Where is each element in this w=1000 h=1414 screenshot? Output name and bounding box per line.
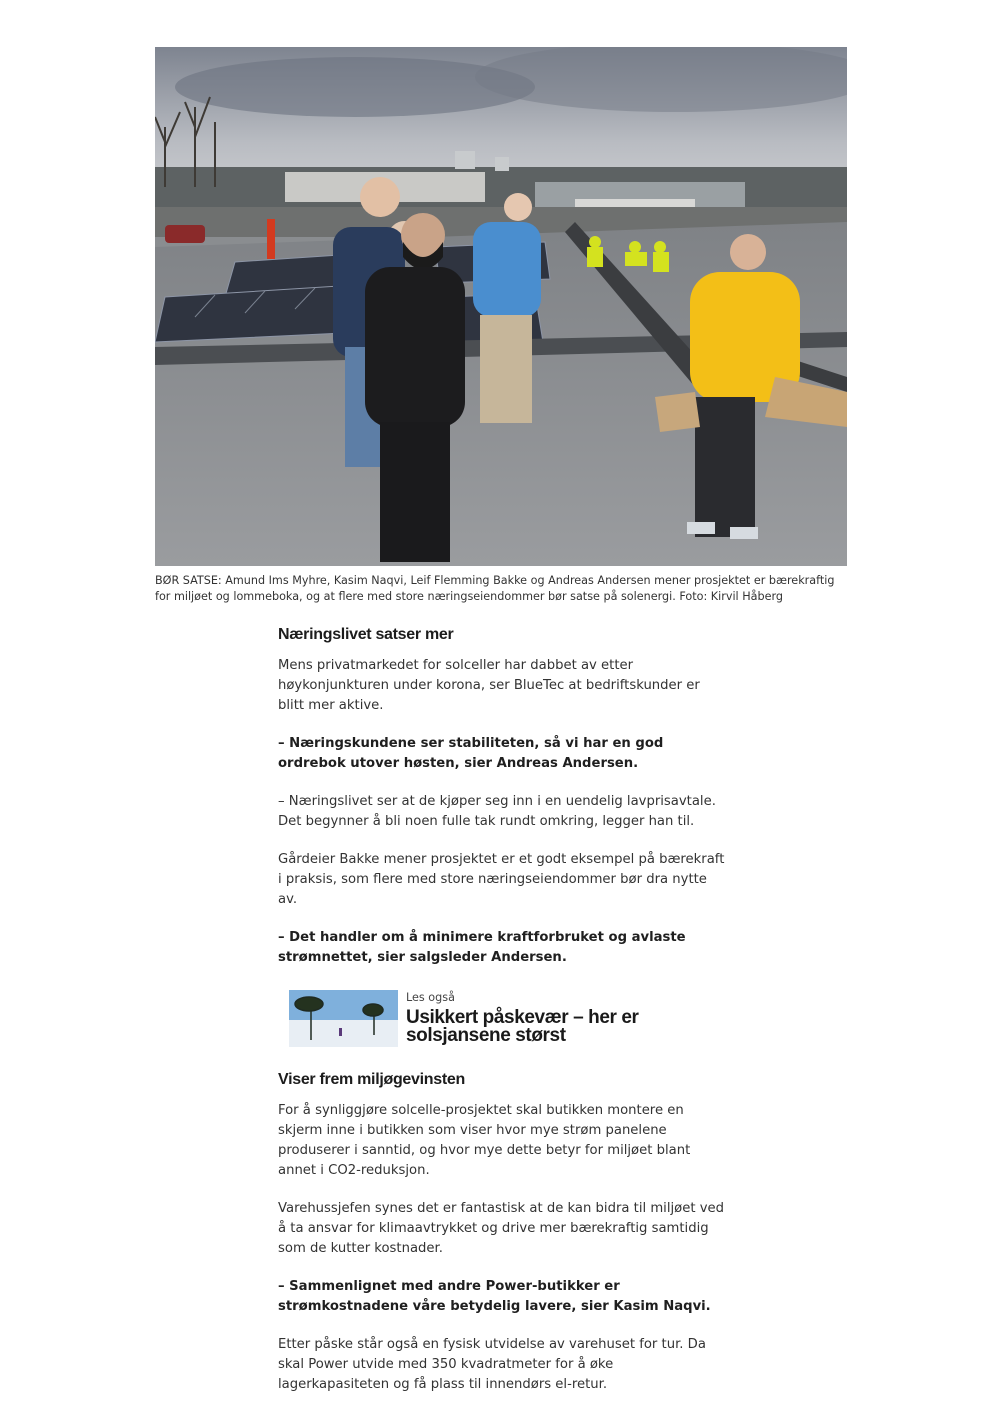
read-also-kicker: Les også xyxy=(406,991,455,1004)
quote-paragraph: – Det handler om å minimere kraftforbruket og avlaste strømnettet, sier salgsleder Andersen. xyxy=(278,930,686,965)
quote-paragraph: – Næringskundene ser stabiliteten, så vi har en god ordrebok utover høsten, sier Andreas Andersen. xyxy=(278,736,664,771)
section-heading-naeringslivet: Næringslivet satser mer xyxy=(278,626,454,643)
article-photo xyxy=(155,47,847,566)
paragraph: For å synliggjøre solcelle-prosjektet skal butikken montere en skjerm inne i butikken som viser hvor mye strøm panelene produserer i sanntid, og hvor mye dette betyr for miljøet blant annet i CO2-reduksjon. xyxy=(278,1103,691,1178)
rooftop-illustration xyxy=(155,47,847,566)
quote-paragraph: – Sammenlignet med andre Power-butikker er strømkostnadene våre betydelig lavere, sier Kasim Naqvi. xyxy=(278,1279,711,1314)
read-also-link[interactable] xyxy=(289,990,728,1047)
read-also-headline: Usikkert påskevær – her er solsjansene størst xyxy=(406,1007,639,1046)
paragraph: – Næringslivet ser at de kjøper seg inn i en uendelig lavprisavtale. Det begynner å bli noen fulle tak rundt omkring, legger han til. xyxy=(278,794,716,829)
article-body xyxy=(278,624,728,1395)
paragraph: Mens privatmarkedet for solceller har dabbet av etter høykonjunkturen under korona, ser BlueTec at bedriftskunder er blitt mer aktive. xyxy=(278,658,700,713)
paragraph: Varehussjefen synes det er fantastisk at de kan bidra til miljøet ved å ta ansvar for klimaavtrykket og drive mer bærekraftig samtidig som de kutter kostnader. xyxy=(278,1201,725,1256)
paragraph: Etter påske står også en fysisk utvidelse av varehuset for tur. Da skal Power utvide med 350 kvadratmeter for å øke lagerkapasiteten og få plass til innendørs el-retur. xyxy=(278,1337,706,1392)
photo-caption: BØR SATSE: Amund Ims Myhre, Kasim Naqvi, Leif Flemming Bakke og Andreas Andersen mener prosjektet er bærekraftig for miljøet og lommeboka, og at flere med store næringseiendommer bør satse på solenergi. Foto: Kirvil Håberg xyxy=(155,574,835,603)
read-also-thumbnail xyxy=(289,990,398,1047)
section-heading-miljogevinsten: Viser frem miljøgevinsten xyxy=(278,1071,465,1088)
paragraph: Gårdeier Bakke mener prosjektet er et godt eksempel på bærekraft i praksis, som flere med store næringseiendommer bør dra nytte av. xyxy=(278,852,725,907)
